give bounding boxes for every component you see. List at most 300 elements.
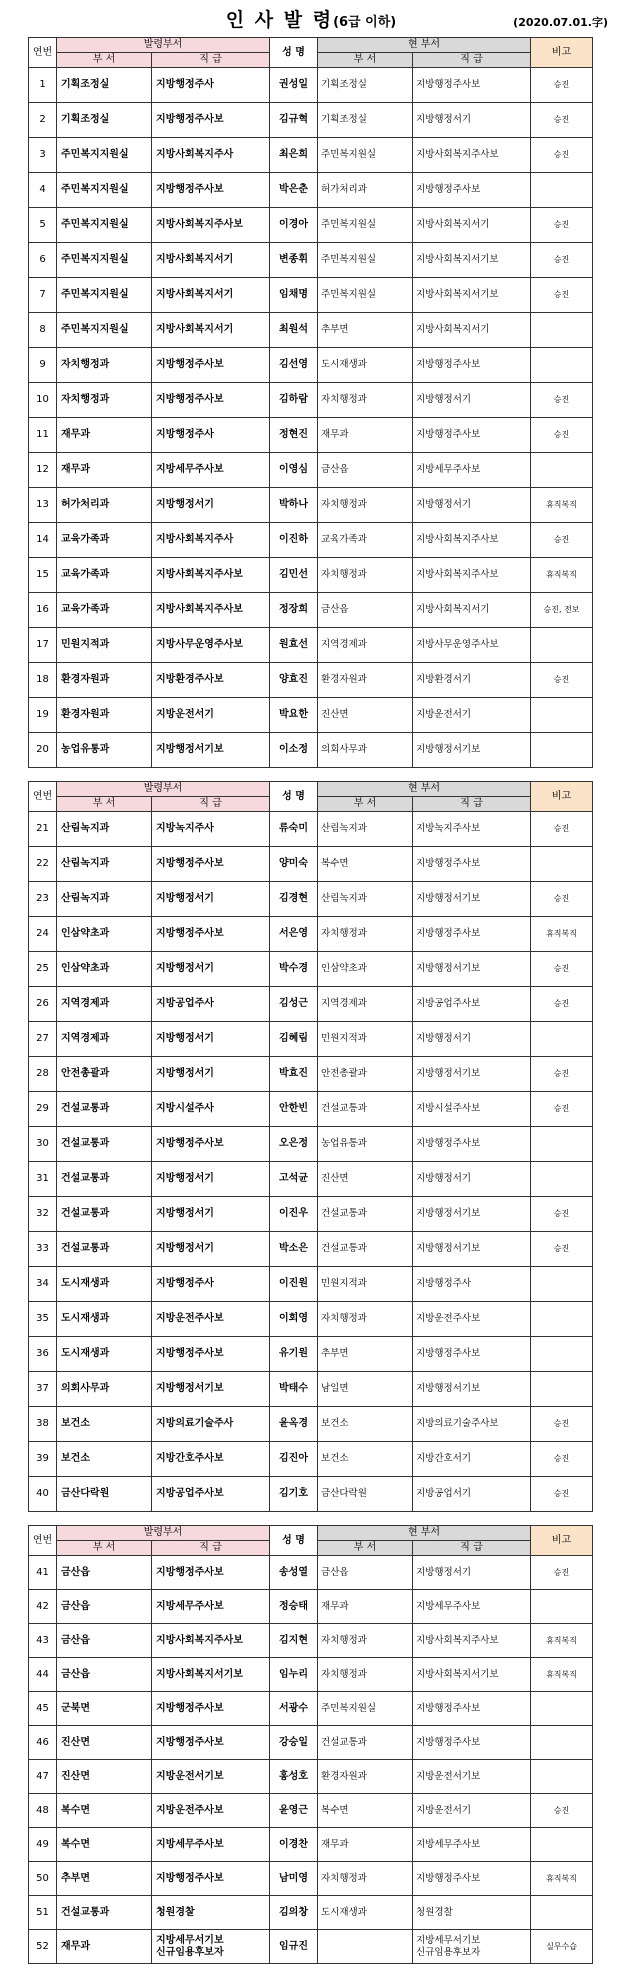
cell-no: 49: [29, 1828, 57, 1862]
cell-no: 36: [29, 1337, 57, 1372]
table-row: [29, 593, 593, 628]
cell-name: 박효진: [270, 1057, 318, 1092]
cell-old-dept: 군북면: [57, 1692, 152, 1726]
table-row: [29, 1862, 593, 1896]
cell-old-dept: 농업유통과: [57, 733, 152, 768]
cell-name: 김선영: [270, 348, 318, 383]
table-row: [29, 733, 593, 768]
cell-no: 40: [29, 1477, 57, 1512]
cell-old-grade: 지방사회복지주사보: [152, 558, 270, 593]
cell-old-grade: 지방간호주사보: [152, 1442, 270, 1477]
header-name: 성 명: [270, 782, 318, 812]
cell-new-dept: 남일면: [318, 1372, 413, 1407]
cell-name: 이진우: [270, 1197, 318, 1232]
header-new-dept: 부 서: [318, 797, 413, 812]
cell-old-dept: 자치행정과: [57, 348, 152, 383]
header-old-dept: 부 서: [57, 53, 152, 68]
cell-old-dept: 도시재생과: [57, 1302, 152, 1337]
table-row: [29, 488, 593, 523]
cell-old-dept: 재무과: [57, 453, 152, 488]
cell-note: 승진: [531, 812, 593, 847]
cell-old-dept: 주민복지지원실: [57, 173, 152, 208]
cell-new-dept: 허가처리과: [318, 173, 413, 208]
cell-note: [531, 1692, 593, 1726]
cell-new-dept: 보건소: [318, 1442, 413, 1477]
cell-old-grade: 지방행정주사보: [152, 1556, 270, 1590]
table-row: [29, 208, 593, 243]
cell-name: 윤영근: [270, 1794, 318, 1828]
cell-new-dept: 보건소: [318, 1407, 413, 1442]
cell-name: 임누리: [270, 1658, 318, 1692]
cell-old-grade: 지방행정주사보: [152, 1862, 270, 1896]
cell-no: 46: [29, 1726, 57, 1760]
cell-old-grade: 지방행정주사보: [152, 1692, 270, 1726]
header-note: 비고: [531, 782, 593, 812]
cell-new-dept: 건설교통과: [318, 1092, 413, 1127]
cell-new-grade: 지방행정주사보: [413, 1127, 531, 1162]
cell-new-grade: 지방행정서기보: [413, 952, 531, 987]
cell-new-dept: 건설교통과: [318, 1726, 413, 1760]
cell-name: 강승일: [270, 1726, 318, 1760]
cell-old-dept: 교육가족과: [57, 593, 152, 628]
cell-old-dept: 산림녹지과: [57, 847, 152, 882]
cell-no: 31: [29, 1162, 57, 1197]
cell-note: [531, 733, 593, 768]
table-row: [29, 1726, 593, 1760]
cell-no: 24: [29, 917, 57, 952]
table-row: [29, 1197, 593, 1232]
cell-no: 15: [29, 558, 57, 593]
cell-new-grade: 지방세무주사보: [413, 453, 531, 488]
cell-note: 승진: [531, 208, 593, 243]
cell-name: 이경아: [270, 208, 318, 243]
table-row: [29, 138, 593, 173]
table-row: [29, 1442, 593, 1477]
cell-note: 승진, 전보: [531, 593, 593, 628]
cell-note: [531, 1760, 593, 1794]
cell-name: 박은춘: [270, 173, 318, 208]
cell-no: 35: [29, 1302, 57, 1337]
cell-new-grade: 지방행정서기보: [413, 733, 531, 768]
cell-no: 50: [29, 1862, 57, 1896]
cell-new-dept: 금산읍: [318, 1556, 413, 1590]
cell-note: [531, 1022, 593, 1057]
table-row: [29, 1590, 593, 1624]
table-block-3: [28, 1525, 592, 1964]
cell-note: [531, 1372, 593, 1407]
cell-new-grade: 지방사회복지서기: [413, 313, 531, 348]
cell-new-grade: 지방행정주사보: [413, 418, 531, 453]
cell-name: 임채명: [270, 278, 318, 313]
cell-name: 양효진: [270, 663, 318, 698]
cell-old-dept: 자치행정과: [57, 383, 152, 418]
table-row: [29, 1022, 593, 1057]
cell-new-grade: 지방간호서기: [413, 1442, 531, 1477]
cell-note: 승진: [531, 1477, 593, 1512]
cell-no: 38: [29, 1407, 57, 1442]
cell-old-grade: 지방행정주사보: [152, 103, 270, 138]
cell-new-dept: 자치행정과: [318, 1624, 413, 1658]
cell-no: 43: [29, 1624, 57, 1658]
cell-name: 김의창: [270, 1896, 318, 1930]
cell-name: 송성열: [270, 1556, 318, 1590]
cell-old-dept: 허가처리과: [57, 488, 152, 523]
cell-old-dept: 금산읍: [57, 1624, 152, 1658]
cell-note: [531, 1896, 593, 1930]
header-old-grade: 직 급: [152, 53, 270, 68]
cell-old-grade: 지방행정서기: [152, 1057, 270, 1092]
cell-old-dept: 산림녹지과: [57, 882, 152, 917]
cell-old-grade: 지방행정서기: [152, 1197, 270, 1232]
cell-no: 8: [29, 313, 57, 348]
cell-old-grade: 지방행정서기: [152, 1232, 270, 1267]
cell-name: 김하람: [270, 383, 318, 418]
cell-old-grade: 지방행정주사: [152, 1267, 270, 1302]
cell-new-grade: 지방공업주사보: [413, 987, 531, 1022]
cell-new-grade: 지방행정주사보: [413, 1862, 531, 1896]
cell-old-grade: 지방사회복지서기: [152, 313, 270, 348]
cell-new-dept: 복수면: [318, 1794, 413, 1828]
cell-old-dept: 인삼약초과: [57, 917, 152, 952]
cell-old-dept: 금산읍: [57, 1590, 152, 1624]
cell-old-grade: 지방운전서기보: [152, 1760, 270, 1794]
cell-old-grade: 지방행정주사보: [152, 1337, 270, 1372]
cell-new-dept: 환경자원과: [318, 1760, 413, 1794]
cell-name: 서은영: [270, 917, 318, 952]
cell-note: 승진: [531, 952, 593, 987]
cell-new-grade: 지방사무운영주사보: [413, 628, 531, 663]
cell-old-dept: 민원지적과: [57, 628, 152, 663]
cell-name: 김지현: [270, 1624, 318, 1658]
cell-note: 승진: [531, 663, 593, 698]
cell-note: 휴직복직: [531, 1658, 593, 1692]
cell-note: [531, 1302, 593, 1337]
cell-name: 윤옥경: [270, 1407, 318, 1442]
header-new-group: 현 부서: [318, 1526, 531, 1541]
cell-old-dept: 인삼약초과: [57, 952, 152, 987]
cell-new-dept: 자치행정과: [318, 917, 413, 952]
cell-note: [531, 1127, 593, 1162]
cell-old-dept: 추부면: [57, 1862, 152, 1896]
cell-old-grade: 지방세무서기보 신규임용후보자: [152, 1930, 270, 1964]
table-row: [29, 383, 593, 418]
cell-old-grade: 지방시설주사: [152, 1092, 270, 1127]
cell-old-dept: 의회사무과: [57, 1372, 152, 1407]
cell-new-dept: 재무과: [318, 418, 413, 453]
cell-new-dept: 지역경제과: [318, 628, 413, 663]
cell-note: 휴직복직: [531, 558, 593, 593]
cell-old-dept: 건설교통과: [57, 1896, 152, 1930]
cell-old-grade: 지방행정서기: [152, 882, 270, 917]
cell-new-dept: 금산읍: [318, 453, 413, 488]
cell-new-grade: 지방행정주사보: [413, 68, 531, 103]
table-row: [29, 1127, 593, 1162]
cell-note: 승진: [531, 1794, 593, 1828]
cell-new-dept: 민원지적과: [318, 1267, 413, 1302]
cell-no: 39: [29, 1442, 57, 1477]
cell-new-grade: 지방행정주사보: [413, 847, 531, 882]
cell-old-grade: 지방행정주사: [152, 418, 270, 453]
cell-old-dept: 지역경제과: [57, 987, 152, 1022]
cell-note: 승진: [531, 1556, 593, 1590]
cell-note: [531, 1828, 593, 1862]
table-row: [29, 173, 593, 208]
cell-old-dept: 주민복지지원실: [57, 208, 152, 243]
cell-old-grade: 지방사회복지서기보: [152, 1658, 270, 1692]
header-name: 성 명: [270, 38, 318, 68]
cell-old-grade: 지방세무주사보: [152, 1590, 270, 1624]
cell-note: 휴직복직: [531, 1624, 593, 1658]
cell-old-grade: 지방행정주사보: [152, 173, 270, 208]
cell-no: 11: [29, 418, 57, 453]
cell-note: 승진: [531, 523, 593, 558]
cell-name: 정승태: [270, 1590, 318, 1624]
cell-note: 승진: [531, 383, 593, 418]
cell-old-dept: 금산읍: [57, 1658, 152, 1692]
cell-new-grade: 지방공업서기: [413, 1477, 531, 1512]
cell-old-grade: 지방사회복지주사보: [152, 1624, 270, 1658]
cell-name: 김경현: [270, 882, 318, 917]
cell-new-dept: 기획조정실: [318, 103, 413, 138]
cell-old-dept: 도시재생과: [57, 1267, 152, 1302]
cell-name: 김성근: [270, 987, 318, 1022]
cell-no: 33: [29, 1232, 57, 1267]
cell-no: 48: [29, 1794, 57, 1828]
cell-no: 51: [29, 1896, 57, 1930]
cell-old-dept: 교육가족과: [57, 523, 152, 558]
table-row: [29, 812, 593, 847]
cell-no: 1: [29, 68, 57, 103]
cell-old-dept: 건설교통과: [57, 1162, 152, 1197]
cell-new-grade: 지방운전주사보: [413, 1302, 531, 1337]
cell-new-dept: 주민복지원실: [318, 1692, 413, 1726]
cell-no: 47: [29, 1760, 57, 1794]
cell-old-grade: 지방공업주사: [152, 987, 270, 1022]
cell-note: 휴직복직: [531, 488, 593, 523]
cell-no: 5: [29, 208, 57, 243]
header-old-dept: 부 서: [57, 1541, 152, 1556]
cell-name: 최은희: [270, 138, 318, 173]
cell-no: 3: [29, 138, 57, 173]
cell-no: 2: [29, 103, 57, 138]
cell-note: [531, 1590, 593, 1624]
table-row: [29, 1828, 593, 1862]
header-new-dept: 부 서: [318, 1541, 413, 1556]
cell-no: 45: [29, 1692, 57, 1726]
table-row: [29, 313, 593, 348]
cell-old-grade: 지방사회복지주사보: [152, 208, 270, 243]
cell-no: 14: [29, 523, 57, 558]
cell-old-dept: 보건소: [57, 1442, 152, 1477]
cell-no: 22: [29, 847, 57, 882]
cell-old-grade: 지방행정주사보: [152, 847, 270, 882]
cell-new-grade: 지방행정주사보: [413, 348, 531, 383]
cell-name: 권성일: [270, 68, 318, 103]
cell-old-grade: 청원경찰: [152, 1896, 270, 1930]
cell-old-dept: 주민복지지원실: [57, 313, 152, 348]
cell-name: 류숙미: [270, 812, 318, 847]
cell-old-grade: 지방행정주사보: [152, 1726, 270, 1760]
cell-new-dept: [318, 1930, 413, 1964]
cell-name: 남미영: [270, 1862, 318, 1896]
cell-new-dept: 농업유통과: [318, 1127, 413, 1162]
cell-no: 29: [29, 1092, 57, 1127]
table-row: [29, 1556, 593, 1590]
title-row: [0, 0, 622, 36]
cell-old-grade: 지방녹지주사: [152, 812, 270, 847]
cell-old-dept: 도시재생과: [57, 1337, 152, 1372]
cell-old-dept: 복수면: [57, 1794, 152, 1828]
cell-name: 홍성호: [270, 1760, 318, 1794]
cell-note: 승진: [531, 68, 593, 103]
cell-old-dept: 주민복지지원실: [57, 278, 152, 313]
cell-old-grade: 지방운전서기: [152, 698, 270, 733]
header-new-group: 현 부서: [318, 782, 531, 797]
cell-note: 승진: [531, 1407, 593, 1442]
table-row: [29, 847, 593, 882]
cell-name: 박수경: [270, 952, 318, 987]
cell-name: 박소은: [270, 1232, 318, 1267]
cell-name: 서광수: [270, 1692, 318, 1726]
cell-old-dept: 주민복지지원실: [57, 243, 152, 278]
cell-old-grade: 지방환경주사보: [152, 663, 270, 698]
cell-new-grade: 지방사회복지서기보: [413, 278, 531, 313]
cell-new-dept: 금산다락원: [318, 1477, 413, 1512]
cell-new-dept: 도시재생과: [318, 348, 413, 383]
cell-new-grade: 지방행정주사보: [413, 1726, 531, 1760]
cell-new-dept: 주민복지원실: [318, 208, 413, 243]
table-row: [29, 1407, 593, 1442]
table-block-2: [28, 781, 592, 1512]
cell-new-dept: 진산면: [318, 1162, 413, 1197]
cell-no: 6: [29, 243, 57, 278]
header-no: 연번: [29, 1526, 57, 1556]
table-row: [29, 698, 593, 733]
cell-old-dept: 건설교통과: [57, 1232, 152, 1267]
cell-note: 승진: [531, 1092, 593, 1127]
cell-new-dept: 건설교통과: [318, 1197, 413, 1232]
cell-old-grade: 지방운전주사보: [152, 1302, 270, 1337]
header-new-dept: 부 서: [318, 53, 413, 68]
cell-old-dept: 건설교통과: [57, 1092, 152, 1127]
table-row: [29, 1372, 593, 1407]
cell-new-grade: 지방시설주사보: [413, 1092, 531, 1127]
cell-no: 52: [29, 1930, 57, 1964]
cell-new-grade: 지방환경서기: [413, 663, 531, 698]
cell-new-grade: 지방사회복지주사보: [413, 523, 531, 558]
cell-old-grade: 지방의료기술주사: [152, 1407, 270, 1442]
cell-old-grade: 지방행정서기보: [152, 733, 270, 768]
cell-no: 32: [29, 1197, 57, 1232]
header-old-group: 발령부서: [57, 38, 270, 53]
table-block-1: [28, 37, 592, 768]
cell-new-grade: 지방사회복지서기보: [413, 243, 531, 278]
cell-old-grade: 지방행정서기: [152, 952, 270, 987]
cell-new-dept: 복수면: [318, 847, 413, 882]
cell-note: [531, 1162, 593, 1197]
cell-new-grade: 지방의료기술주사보: [413, 1407, 531, 1442]
cell-new-dept: 추부면: [318, 313, 413, 348]
cell-note: 승진: [531, 138, 593, 173]
header-old-dept: 부 서: [57, 797, 152, 812]
table-row: [29, 1092, 593, 1127]
cell-note: 승진: [531, 1232, 593, 1267]
cell-name: 이영심: [270, 453, 318, 488]
cell-new-grade: 지방행정서기: [413, 103, 531, 138]
cell-new-dept: 주민복지원실: [318, 138, 413, 173]
cell-no: 28: [29, 1057, 57, 1092]
cell-old-grade: 지방세무주사보: [152, 1828, 270, 1862]
cell-old-grade: 지방행정서기: [152, 488, 270, 523]
cell-old-grade: 지방공업주사보: [152, 1477, 270, 1512]
cell-old-grade: 지방행정주사보: [152, 1127, 270, 1162]
cell-new-grade: 지방행정서기: [413, 1022, 531, 1057]
cell-name: 정현진: [270, 418, 318, 453]
cell-name: 양미숙: [270, 847, 318, 882]
cell-no: 7: [29, 278, 57, 313]
cell-name: 박요한: [270, 698, 318, 733]
cell-old-grade: 지방사무운영주사보: [152, 628, 270, 663]
cell-note: 승진: [531, 882, 593, 917]
cell-name: 이회영: [270, 1302, 318, 1337]
cell-no: 44: [29, 1658, 57, 1692]
cell-no: 41: [29, 1556, 57, 1590]
table-row: [29, 882, 593, 917]
cell-new-dept: 자치행정과: [318, 1302, 413, 1337]
cell-old-grade: 지방사회복지서기: [152, 243, 270, 278]
cell-old-grade: 지방행정서기: [152, 1022, 270, 1057]
personnel-table: [28, 781, 593, 1512]
cell-old-grade: 지방행정서기: [152, 1162, 270, 1197]
cell-no: 4: [29, 173, 57, 208]
table-row: [29, 1658, 593, 1692]
cell-old-dept: 진산면: [57, 1726, 152, 1760]
cell-new-grade: 지방사회복지주사보: [413, 558, 531, 593]
table-row: [29, 1930, 593, 1964]
cell-name: 안한빈: [270, 1092, 318, 1127]
cell-old-grade: 지방행정주사: [152, 68, 270, 103]
cell-new-grade: 지방녹지주사보: [413, 812, 531, 847]
cell-new-grade: 지방행정주사: [413, 1267, 531, 1302]
cell-no: 18: [29, 663, 57, 698]
cell-new-dept: 추부면: [318, 1337, 413, 1372]
cell-name: 박하나: [270, 488, 318, 523]
cell-note: [531, 173, 593, 208]
cell-note: [531, 698, 593, 733]
cell-new-grade: 지방사회복지서기보: [413, 1658, 531, 1692]
cell-new-grade: 지방사회복지서기: [413, 593, 531, 628]
cell-new-dept: 민원지적과: [318, 1022, 413, 1057]
cell-name: 박태수: [270, 1372, 318, 1407]
header-new-grade: 직 급: [413, 53, 531, 68]
table-row: [29, 103, 593, 138]
cell-new-dept: 교육가족과: [318, 523, 413, 558]
cell-name: 최원석: [270, 313, 318, 348]
cell-note: [531, 348, 593, 383]
cell-name: 김혜림: [270, 1022, 318, 1057]
cell-new-dept: 자치행정과: [318, 1862, 413, 1896]
cell-no: 37: [29, 1372, 57, 1407]
cell-no: 27: [29, 1022, 57, 1057]
cell-no: 26: [29, 987, 57, 1022]
cell-new-grade: 지방행정서기: [413, 1556, 531, 1590]
cell-no: 16: [29, 593, 57, 628]
cell-new-grade: 지방행정주사보: [413, 917, 531, 952]
table-row: [29, 68, 593, 103]
cell-old-dept: 건설교통과: [57, 1197, 152, 1232]
cell-new-dept: 진산면: [318, 698, 413, 733]
cell-no: 19: [29, 698, 57, 733]
